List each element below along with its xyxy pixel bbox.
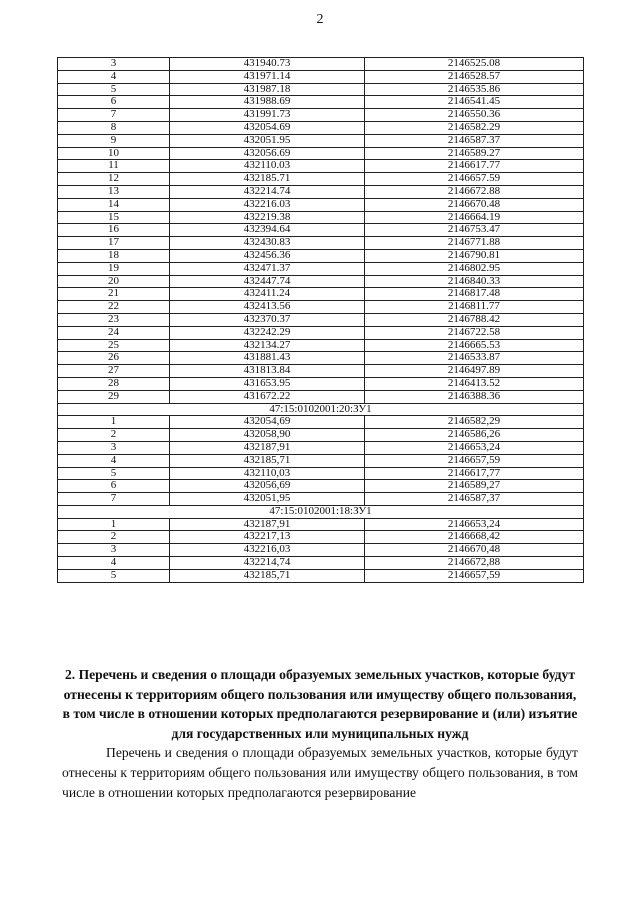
- x-coordinate-cell: 432214,74: [170, 557, 365, 570]
- point-number-cell: 18: [58, 249, 170, 262]
- section-heading: 2. Перечень и сведения о площади образуемых земельных участков, которые будут отнесены к территориям общего пользования или имуществу общего пользования, в том числе в отношении которых предполагаются резервирование и (или) изъятие для государственных или муниципальных нужд: [62, 667, 578, 741]
- table-row: [58, 531, 584, 544]
- y-coordinate-cell: 2146541.45: [365, 96, 584, 109]
- x-coordinate-cell: 432134.27: [170, 339, 365, 352]
- point-number-cell: 4: [58, 454, 170, 467]
- point-number-cell: 13: [58, 185, 170, 198]
- section-2: [62, 665, 578, 802]
- point-number-cell: 6: [58, 480, 170, 493]
- y-coordinate-cell: 2146657.59: [365, 173, 584, 186]
- page-number: 2: [316, 12, 324, 27]
- y-coordinate-cell: 2146617,77: [365, 467, 584, 480]
- x-coordinate-cell: 432110,03: [170, 467, 365, 480]
- x-coordinate-cell: 432054,69: [170, 416, 365, 429]
- y-coordinate-cell: 2146664.19: [365, 211, 584, 224]
- point-number-cell: 7: [58, 493, 170, 506]
- y-coordinate-cell: 2146670.48: [365, 198, 584, 211]
- y-coordinate-cell: 2146589,27: [365, 480, 584, 493]
- table-row: [58, 326, 584, 339]
- x-coordinate-cell: 432216.03: [170, 198, 365, 211]
- table-row: [58, 429, 584, 442]
- table-row: [58, 288, 584, 301]
- x-coordinate-cell: 432051,95: [170, 493, 365, 506]
- table-row: [58, 70, 584, 83]
- table-row: [58, 160, 584, 173]
- y-coordinate-cell: 2146617.77: [365, 160, 584, 173]
- point-number-cell: 9: [58, 134, 170, 147]
- point-number-cell: 8: [58, 121, 170, 134]
- point-number-cell: 1: [58, 518, 170, 531]
- table-group-header-row: [58, 403, 584, 416]
- point-number-cell: 5: [58, 467, 170, 480]
- table-row: [58, 518, 584, 531]
- x-coordinate-cell: 432217,13: [170, 531, 365, 544]
- x-coordinate-cell: 432185,71: [170, 569, 365, 582]
- y-coordinate-cell: 2146528.57: [365, 70, 584, 83]
- y-coordinate-cell: 2146653,24: [365, 441, 584, 454]
- x-coordinate-cell: 432185,71: [170, 454, 365, 467]
- x-coordinate-cell: 431987.18: [170, 83, 365, 96]
- table-row: [58, 83, 584, 96]
- table-group-header-row: [58, 505, 584, 518]
- x-coordinate-cell: 432370.37: [170, 313, 365, 326]
- point-number-cell: 7: [58, 109, 170, 122]
- x-coordinate-cell: 431813.84: [170, 365, 365, 378]
- x-coordinate-cell: 432411.24: [170, 288, 365, 301]
- table-row: [58, 365, 584, 378]
- x-coordinate-cell: 432216,03: [170, 544, 365, 557]
- point-number-cell: 10: [58, 147, 170, 160]
- y-coordinate-cell: 2146672.88: [365, 185, 584, 198]
- y-coordinate-cell: 2146589.27: [365, 147, 584, 160]
- point-number-cell: 19: [58, 262, 170, 275]
- x-coordinate-cell: 432447.74: [170, 275, 365, 288]
- x-coordinate-cell: 432058,90: [170, 429, 365, 442]
- point-number-cell: 6: [58, 96, 170, 109]
- table-row: [58, 339, 584, 352]
- y-coordinate-cell: 2146657,59: [365, 454, 584, 467]
- x-coordinate-cell: 431991.73: [170, 109, 365, 122]
- point-number-cell: 2: [58, 531, 170, 544]
- y-coordinate-cell: 2146582,29: [365, 416, 584, 429]
- x-coordinate-cell: 432471.37: [170, 262, 365, 275]
- table-row: [58, 275, 584, 288]
- point-number-cell: 20: [58, 275, 170, 288]
- x-coordinate-cell: 432242.29: [170, 326, 365, 339]
- x-coordinate-cell: 432413.56: [170, 301, 365, 314]
- table-row: [58, 109, 584, 122]
- table-row: [58, 249, 584, 262]
- table-row: [58, 416, 584, 429]
- table-row: [58, 211, 584, 224]
- table-row: [58, 237, 584, 250]
- y-coordinate-cell: 2146582.29: [365, 121, 584, 134]
- point-number-cell: 4: [58, 557, 170, 570]
- table-row: [58, 467, 584, 480]
- table-row: [58, 262, 584, 275]
- y-coordinate-cell: 2146840.33: [365, 275, 584, 288]
- coordinates-table-body: [58, 58, 584, 583]
- table-row: [58, 96, 584, 109]
- section-paragraph: Перечень и сведения о площади образуемых земельных участков, которые будут отнесены к территориям общего пользования или имуществу общего пользования, в том числе в отношении которых предполагаются резервирование: [62, 745, 578, 800]
- x-coordinate-cell: 431940.73: [170, 58, 365, 71]
- table-row: [58, 569, 584, 582]
- point-number-cell: 2: [58, 429, 170, 442]
- point-number-cell: 16: [58, 224, 170, 237]
- point-number-cell: 14: [58, 198, 170, 211]
- point-number-cell: 4: [58, 70, 170, 83]
- x-coordinate-cell: 431653.95: [170, 377, 365, 390]
- y-coordinate-cell: 2146665.53: [365, 339, 584, 352]
- x-coordinate-cell: 432430.83: [170, 237, 365, 250]
- y-coordinate-cell: 2146587,37: [365, 493, 584, 506]
- point-number-cell: 24: [58, 326, 170, 339]
- table-row: [58, 301, 584, 314]
- x-coordinate-cell: 431881.43: [170, 352, 365, 365]
- y-coordinate-cell: 2146668,42: [365, 531, 584, 544]
- table-row: [58, 121, 584, 134]
- point-number-cell: 12: [58, 173, 170, 186]
- point-number-cell: 26: [58, 352, 170, 365]
- y-coordinate-cell: 2146388.36: [365, 390, 584, 403]
- x-coordinate-cell: 432219.38: [170, 211, 365, 224]
- x-coordinate-cell: 432187,91: [170, 441, 365, 454]
- point-number-cell: 3: [58, 58, 170, 71]
- y-coordinate-cell: 2146587.37: [365, 134, 584, 147]
- x-coordinate-cell: 432056,69: [170, 480, 365, 493]
- coordinates-table: [57, 57, 584, 583]
- y-coordinate-cell: 2146753.47: [365, 224, 584, 237]
- table-row: [58, 480, 584, 493]
- y-coordinate-cell: 2146586,26: [365, 429, 584, 442]
- table-row: [58, 173, 584, 186]
- y-coordinate-cell: 2146535.86: [365, 83, 584, 96]
- table-row: [58, 544, 584, 557]
- point-number-cell: 15: [58, 211, 170, 224]
- x-coordinate-cell: 431672.22: [170, 390, 365, 403]
- point-number-cell: 1: [58, 416, 170, 429]
- point-number-cell: 5: [58, 569, 170, 582]
- y-coordinate-cell: 2146525.08: [365, 58, 584, 71]
- table-row: [58, 147, 584, 160]
- table-row: [58, 390, 584, 403]
- x-coordinate-cell: 432185.71: [170, 173, 365, 186]
- x-coordinate-cell: 432056.69: [170, 147, 365, 160]
- x-coordinate-cell: 432214.74: [170, 185, 365, 198]
- point-number-cell: 22: [58, 301, 170, 314]
- x-coordinate-cell: 432054.69: [170, 121, 365, 134]
- x-coordinate-cell: 432110.03: [170, 160, 365, 173]
- x-coordinate-cell: 432456.36: [170, 249, 365, 262]
- table-row: [58, 441, 584, 454]
- parcel-id-cell: 47:15:0102001:18:ЗУ1: [58, 505, 584, 518]
- y-coordinate-cell: 2146790.81: [365, 249, 584, 262]
- point-number-cell: 21: [58, 288, 170, 301]
- y-coordinate-cell: 2146817.48: [365, 288, 584, 301]
- x-coordinate-cell: 431971.14: [170, 70, 365, 83]
- y-coordinate-cell: 2146771.88: [365, 237, 584, 250]
- table-row: [58, 198, 584, 211]
- x-coordinate-cell: 431988.69: [170, 96, 365, 109]
- table-row: [58, 224, 584, 237]
- y-coordinate-cell: 2146497.89: [365, 365, 584, 378]
- y-coordinate-cell: 2146670,48: [365, 544, 584, 557]
- y-coordinate-cell: 2146802.95: [365, 262, 584, 275]
- y-coordinate-cell: 2146722.58: [365, 326, 584, 339]
- x-coordinate-cell: 432051.95: [170, 134, 365, 147]
- y-coordinate-cell: 2146788.42: [365, 313, 584, 326]
- x-coordinate-cell: 432394.64: [170, 224, 365, 237]
- y-coordinate-cell: 2146657,59: [365, 569, 584, 582]
- point-number-cell: 5: [58, 83, 170, 96]
- table-row: [58, 185, 584, 198]
- y-coordinate-cell: 2146672,88: [365, 557, 584, 570]
- point-number-cell: 23: [58, 313, 170, 326]
- point-number-cell: 29: [58, 390, 170, 403]
- x-coordinate-cell: 432187,91: [170, 518, 365, 531]
- y-coordinate-cell: 2146413.52: [365, 377, 584, 390]
- table-row: [58, 352, 584, 365]
- table-row: [58, 58, 584, 71]
- y-coordinate-cell: 2146811.77: [365, 301, 584, 314]
- parcel-id-cell: 47:15:0102001:20:ЗУ1: [58, 403, 584, 416]
- point-number-cell: 3: [58, 441, 170, 454]
- point-number-cell: 3: [58, 544, 170, 557]
- y-coordinate-cell: 2146550.36: [365, 109, 584, 122]
- table-row: [58, 134, 584, 147]
- point-number-cell: 27: [58, 365, 170, 378]
- table-row: [58, 313, 584, 326]
- point-number-cell: 17: [58, 237, 170, 250]
- point-number-cell: 28: [58, 377, 170, 390]
- y-coordinate-cell: 2146533.87: [365, 352, 584, 365]
- table-row: [58, 377, 584, 390]
- table-row: [58, 557, 584, 570]
- point-number-cell: 11: [58, 160, 170, 173]
- table-row: [58, 454, 584, 467]
- point-number-cell: 25: [58, 339, 170, 352]
- table-row: [58, 493, 584, 506]
- y-coordinate-cell: 2146653,24: [365, 518, 584, 531]
